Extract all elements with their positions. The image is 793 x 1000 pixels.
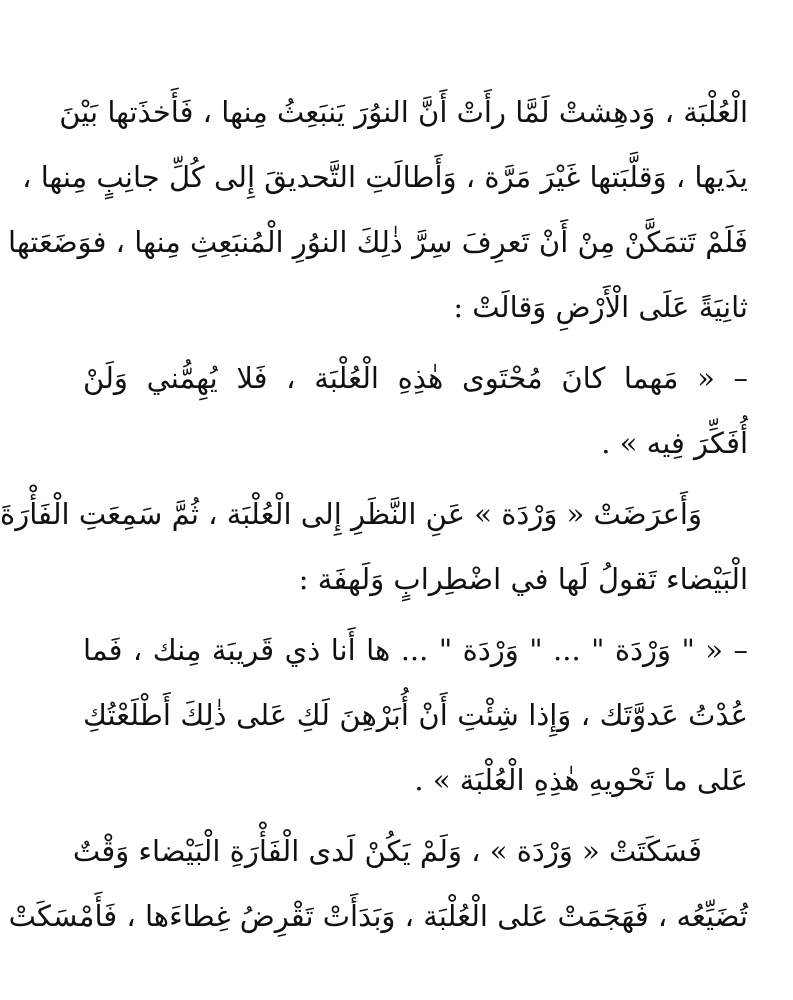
- text-line: تُضَيِّعُه ، فَهَجَمَتْ عَلى الْعُلْبَة ، وَبَدَأَتْ تَقْرِضُ غِطاءَها ، فَأَمْسَكَتْ: [8, 899, 748, 933]
- text-line: الْبَيْضاء تَقولُ لَها في اضْطِرابٍ وَلَهفَة :: [298, 562, 748, 596]
- book-page: [0, 80, 748, 949]
- text-line: – « مَهما كانَ مُحْتَوى هٰذِهِ الْعُلْبَة ، فَلا يُهِمُّني وَلَنْ: [83, 361, 748, 395]
- text-line: فَلَمْ تَتمَكَّنْ مِنْ أَنْ تَعرِفَ سِرَّ ذٰلِكَ النوُرِ الْمُنبَعِثِ مِنها ، فوَضَعَتها: [8, 225, 748, 259]
- text-line: ثانِيَةً عَلَى الْأَرْضِ وَقالَتْ :: [453, 290, 748, 324]
- text-line: وَأَعرَضَتْ « وَرْدَة » عَنِ النَّظَرِ إِلى الْعُلْبَة ، ثُمَّ سَمِعَتِ الْفَأْرَةَ: [0, 497, 702, 531]
- paragraph-4: [83, 618, 748, 813]
- paragraph-3: [0, 482, 748, 612]
- paragraph-2: [83, 346, 748, 476]
- text-line: عُدْتُ عَدوَّتَك ، وَإِذا شِئْتِ أَنْ أُبَرْهِنَ لَكِ عَلى ذٰلِكَ أَطْلَعْتُكِ: [83, 698, 748, 732]
- text-line: عَلى ما تَحْويهِ هٰذِهِ الْعُلْبَة » .: [414, 763, 748, 797]
- text-line: أُفَكِّرَ فِيه » .: [601, 426, 748, 460]
- text-line: – « " وَرْدَة " ... " وَرْدَة " ... ها أَنا ذي قَريبَة مِنك ، فَما: [83, 633, 748, 667]
- text-line: الْعُلْبَة ، وَدهِشتْ لَمَّا رأَتْ أَنَّ النوُرَ يَنبَعِثُ مِنها ، فَأَخذَتها بَيْنَ: [59, 95, 748, 129]
- text-line: فَسَكَتَتْ « وَرْدَة » ، وَلَمْ يَكُنْ لَدى الْفَأْرَةِ الْبَيْضاء وَقْتٌ: [72, 834, 702, 868]
- text-line: يدَيها ، وَقلَّبَتها غَيْرَ مَرَّة ، وَأَطالَتِ التَّحديقَ إِلى كُلِّ جانِبٍ مِنها ،: [22, 160, 748, 194]
- paragraph-1: [8, 80, 748, 340]
- paragraph-5: [8, 819, 748, 949]
